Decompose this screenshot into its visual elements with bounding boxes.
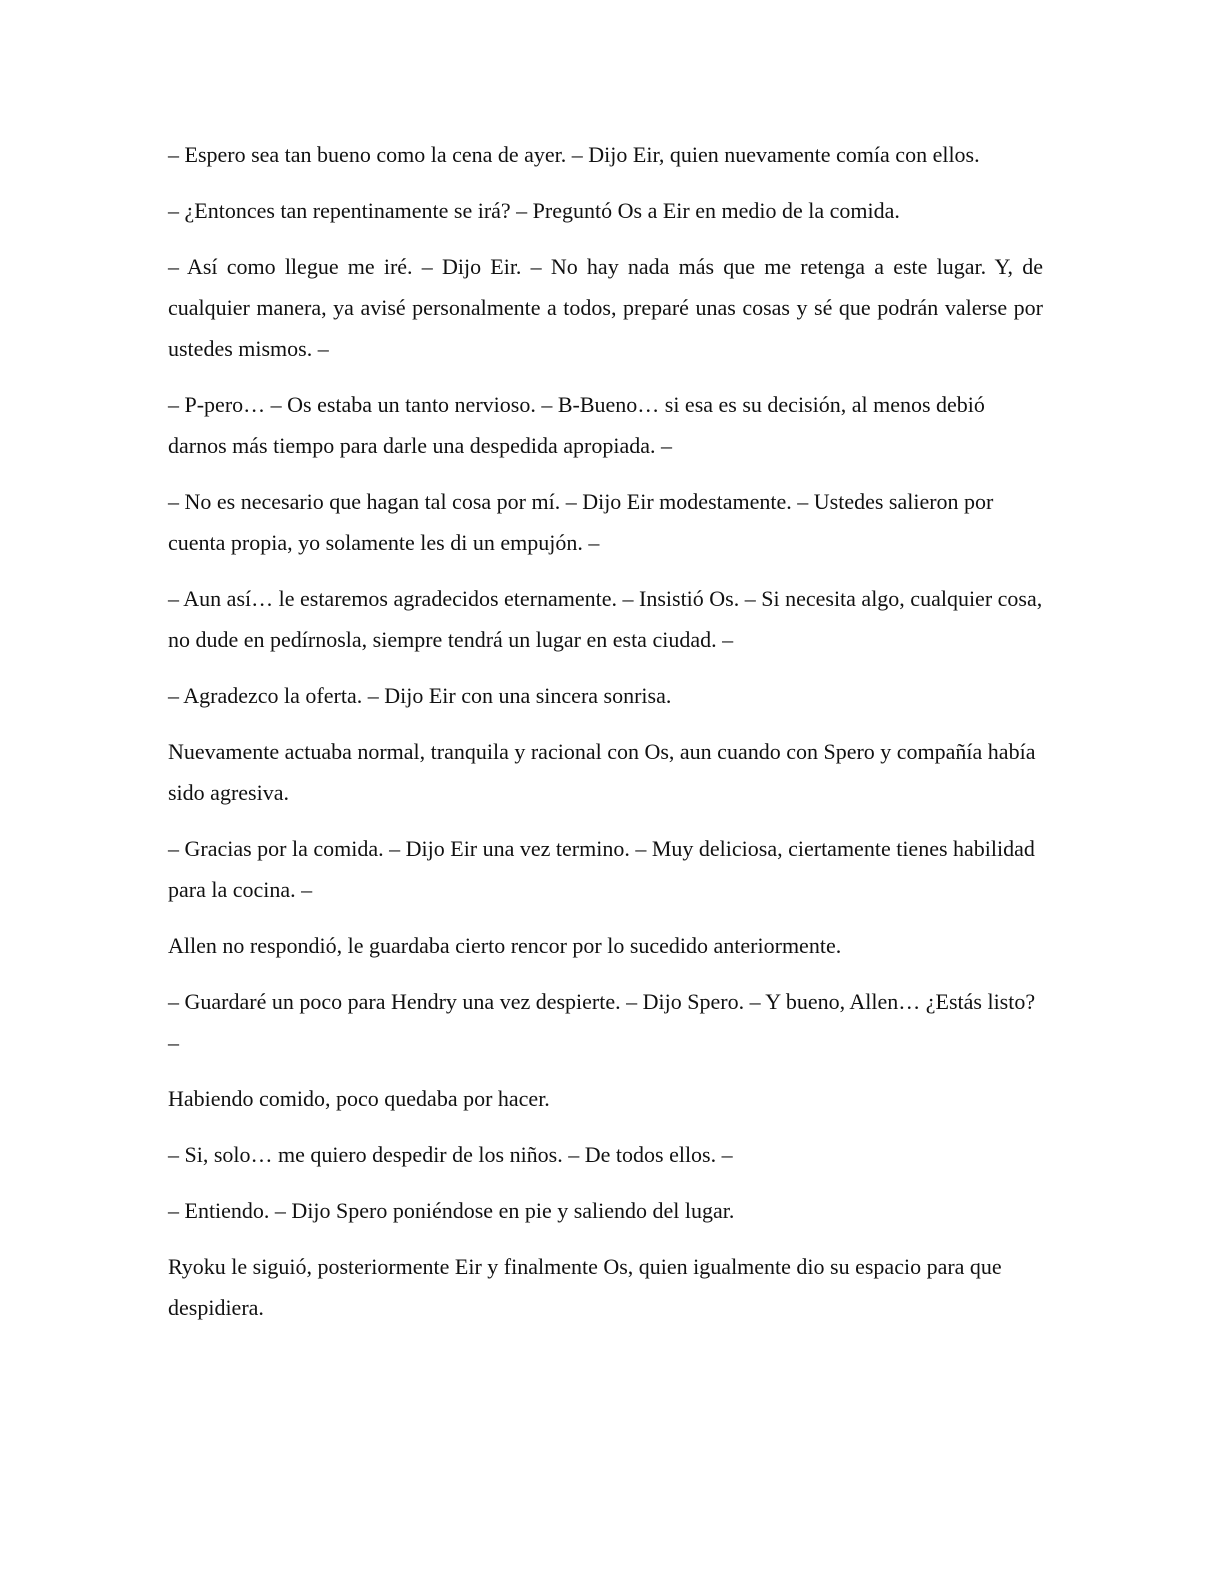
document-body — [168, 134, 1043, 1343]
paragraph: – Guardaré un poco para Hendry una vez despierte. – Dijo Spero. – Y bueno, Allen… ¿Estás listo? – — [168, 989, 1036, 1055]
paragraph: – P-pero… – Os estaba un tanto nervioso. – B-Bueno… si esa es su decisión, al menos debió darnos más tiempo para darle una despedida apropiada. – — [168, 392, 985, 458]
paragraph: – Gracias por la comida. – Dijo Eir una vez termino. – Muy deliciosa, ciertamente tienes habilidad para la cocina. – — [168, 836, 1035, 902]
paragraph: – ¿Entonces tan repentinamente se irá? – Preguntó Os a Eir en medio de la comida. — [168, 198, 900, 223]
paragraph: – Espero sea tan bueno como la cena de ayer. – Dijo Eir, quien nuevamente comía con ellos. — [168, 142, 980, 167]
paragraph: – No es necesario que hagan tal cosa por mí. – Dijo Eir modestamente. – Ustedes salieron por cuenta propia, yo solamente les di un empujón. – — [168, 489, 994, 555]
paragraph: – Entiendo. – Dijo Spero poniéndose en pie y saliendo del lugar. — [168, 1198, 735, 1223]
paragraph: Habiendo comido, poco quedaba por hacer. — [168, 1086, 550, 1111]
paragraph: – Así como llegue me iré. – Dijo Eir. – No hay nada más que me retenga a este lugar. Y, de cualquier manera, ya avisé personalmente a todos, preparé unas cosas y sé que podrán valerse por ustedes mismos. – — [168, 254, 1043, 361]
paragraph: – Si, solo… me quiero despedir de los niños. – De todos ellos. – — [168, 1142, 733, 1167]
paragraph: – Aun así… le estaremos agradecidos eternamente. – Insistió Os. – Si necesita algo, cualquier cosa, no dude en pedírnosla, siempre tendrá un lugar en esta ciudad. – — [168, 586, 1043, 652]
paragraph: Ryoku le siguió, posteriormente Eir y finalmente Os, quien igualmente dio su espacio para que despidiera. — [168, 1254, 1002, 1320]
paragraph: Allen no respondió, le guardaba cierto rencor por lo sucedido anteriormente. — [168, 933, 842, 958]
paragraph: – Agradezco la oferta. – Dijo Eir con una sincera sonrisa. — [168, 683, 672, 708]
paragraph: Nuevamente actuaba normal, tranquila y racional con Os, aun cuando con Spero y compañía había sido agresiva. — [168, 739, 1036, 805]
